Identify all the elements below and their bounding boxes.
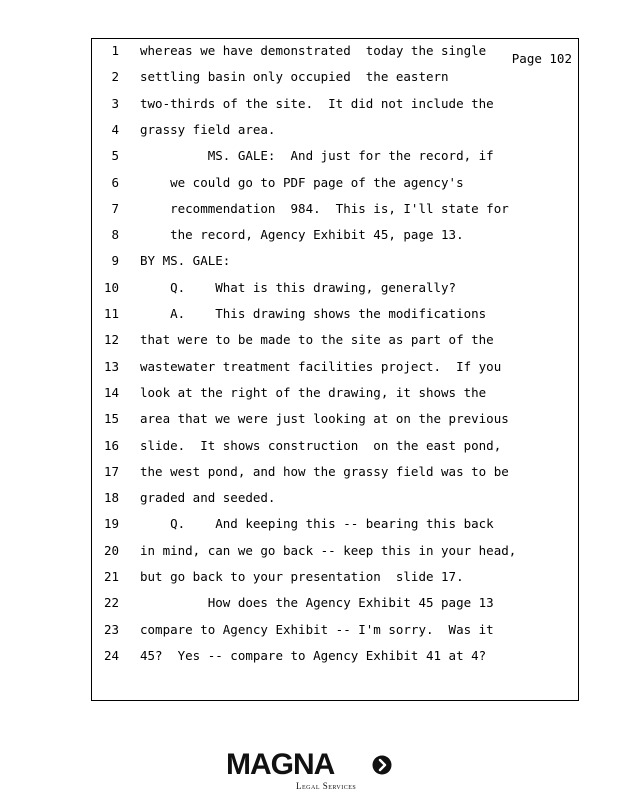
- line-number: 14: [103, 384, 119, 400]
- line-number: 17: [103, 463, 119, 479]
- transcript-line: A. This drawing shows the modifications: [140, 306, 487, 321]
- line-number: 10: [103, 279, 119, 295]
- line-number: 1: [111, 43, 119, 58]
- line-number: 11: [103, 306, 119, 321]
- line-number: 13: [103, 358, 119, 374]
- transcript-line: graded and seeded.: [140, 490, 276, 506]
- transcript-line: whereas we have demonstrated today the single: [140, 43, 487, 58]
- transcript-line: How does the Agency Exhibit 45 page 13: [140, 595, 494, 611]
- transcript-page: [91, 38, 579, 701]
- transcript-line: MS. GALE: And just for the record, if: [140, 148, 494, 164]
- line-number: 23: [103, 621, 119, 637]
- transcript-line: the record, Agency Exhibit 45, page 13.: [140, 227, 464, 243]
- logo-subtitle: Legal Services: [296, 781, 357, 791]
- magna-logo: [226, 748, 396, 792]
- line-number: 8: [111, 227, 119, 243]
- line-number: 22: [103, 595, 119, 611]
- line-number: 7: [111, 200, 119, 216]
- transcript-line: look at the right of the drawing, it shows the: [140, 384, 487, 400]
- line-number: 9: [111, 253, 119, 269]
- line-number: 6: [111, 174, 119, 190]
- transcript-line: Q. What is this drawing, generally?: [140, 279, 457, 295]
- transcript-line: settling basin only occupied the eastern: [140, 69, 449, 85]
- transcript-line: BY MS. GALE:: [140, 253, 231, 269]
- transcript-line: two-thirds of the site. It did not include the: [140, 95, 494, 111]
- line-number: 4: [111, 121, 119, 137]
- transcript-line: 45? Yes -- compare to Agency Exhibit 41 at 4?: [140, 647, 487, 663]
- transcript-line: slide. It shows construction on the east pond,: [140, 437, 502, 453]
- line-number: 3: [111, 95, 119, 111]
- transcript-line: grassy field area.: [140, 121, 276, 137]
- arrow-right-circle-icon: [372, 755, 392, 775]
- transcript-line: the west pond, and how the grassy field was to be: [140, 463, 509, 479]
- line-number: 15: [103, 411, 119, 427]
- transcript-line: compare to Agency Exhibit -- I'm sorry. Was it: [140, 621, 494, 637]
- line-number: 16: [103, 437, 119, 453]
- line-number: 24: [103, 647, 119, 663]
- transcript-line: area that we were just looking at on the previous: [140, 411, 509, 427]
- transcript-line: wastewater treatment facilities project. If you: [140, 358, 502, 374]
- line-number: 20: [103, 542, 119, 558]
- line-number: 2: [111, 69, 119, 85]
- transcript-line: recommendation 984. This is, I'll state for: [140, 200, 509, 216]
- transcript-line: Q. And keeping this -- bearing this back: [140, 516, 494, 532]
- transcript-line: but go back to your presentation slide 17.: [140, 569, 464, 584]
- line-number: 18: [103, 490, 119, 506]
- logo-wordmark: MAGNA: [226, 748, 335, 781]
- line-number: 5: [111, 148, 119, 164]
- line-number: 21: [103, 569, 119, 584]
- transcript-line: we could go to PDF page of the agency's: [140, 174, 464, 190]
- line-number: 12: [103, 332, 119, 348]
- page-number: Page 102: [511, 51, 572, 66]
- line-number: 19: [103, 516, 119, 532]
- transcript-line: in mind, can we go back -- keep this in your head,: [140, 542, 517, 558]
- transcript-line: that were to be made to the site as part of the: [140, 332, 494, 348]
